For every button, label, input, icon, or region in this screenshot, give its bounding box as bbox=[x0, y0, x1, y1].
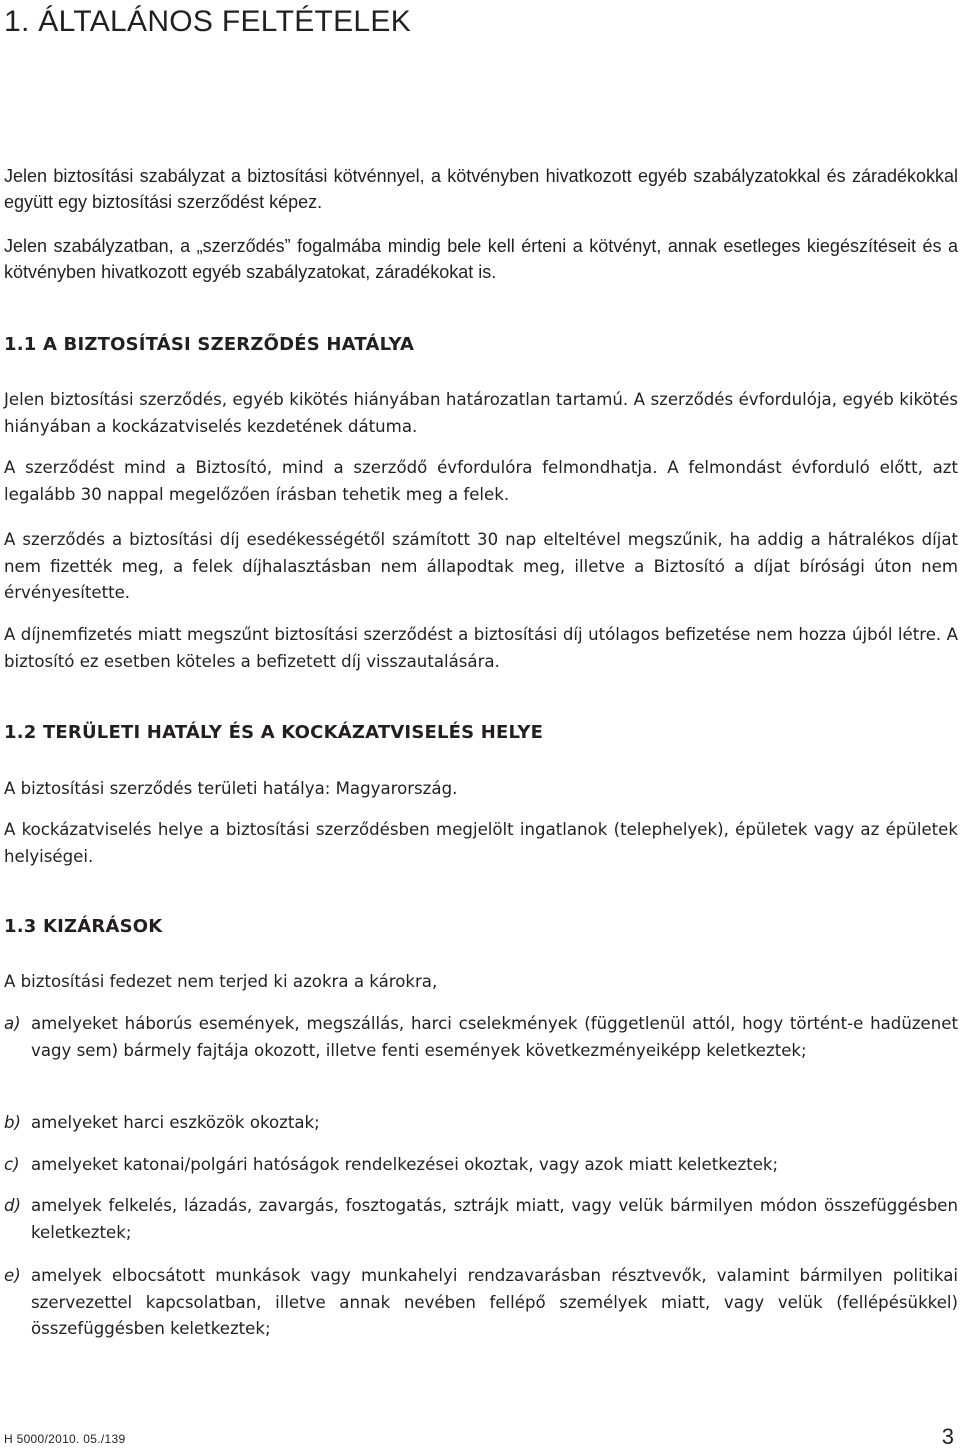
page-number: 3 bbox=[941, 1424, 954, 1449]
list-marker: c) bbox=[4, 1155, 20, 1174]
intro-paragraph: Jelen biztosítási szabályzat a biztosítási kötvénnyel, a kötvényben hivatkozott egyéb szabályzatokkal és záradékokkal együtt egy biztosítási szerződést képez. bbox=[4, 166, 958, 212]
intro-paragraph: Jelen szabályzatban, a „szerződés” fogalmába mindig bele kell érteni a kötvényt, annak esetleges kiegészítéseit és a kötvényben hivatkozott egyéb szabályzatokat, záradékokat is. bbox=[4, 236, 958, 282]
list-item-text: amelyeket háborús események, megszállás, harci cselekmények (függetlenül attól, hogy történt-e hadüzenet vagy sem) bármely fajtája okozott, illetve fenti események következményeiképp keletkeztek; bbox=[31, 1014, 958, 1060]
list-item bbox=[4, 1193, 958, 1246]
list-marker: b) bbox=[4, 1113, 22, 1132]
section-paragraph: A kockázatviselés helye a biztosítási szerződésben megjelölt ingatlanok (telephelyek), épületek vagy az épületek helyiségei. bbox=[4, 820, 958, 866]
list-item-text: amelyeket harci eszközök okoztak; bbox=[31, 1113, 320, 1132]
section-heading: 1.2 TERÜLETI HATÁLY ÉS A KOCKÁZATVISELÉS HELYE bbox=[4, 722, 544, 743]
page-title: 1. ÁLTALÁNOS FELTÉTELEK bbox=[4, 5, 412, 38]
section-paragraph: A biztosítási fedezet nem terjed ki azokra a károkra, bbox=[4, 972, 438, 991]
list-item-text: amelyek elbocsátott munkások vagy munkahelyi rendzavarásban résztvevők, valamint bármilyen politikai szervezettel kapcsolatban, illetve annak nevében fellépő személyek miatt, vagy velük (fellépésükkel) összefüggésben keletkeztek; bbox=[31, 1266, 958, 1338]
list-item bbox=[4, 1263, 958, 1343]
list-marker: e) bbox=[4, 1266, 21, 1285]
list-item-text: amelyek felkelés, lázadás, zavargás, fosztogatás, sztrájk miatt, vagy velük bármilyen módon összefüggésben keletkeztek; bbox=[31, 1196, 958, 1242]
section-paragraph: Jelen biztosítási szerződés, egyéb kikötés hiányában határozatlan tartamú. A szerződés évfordulója, egyéb kikötés hiányában a kockázatviselés kezdetének dátuma. bbox=[4, 390, 958, 436]
section-heading: 1.1 A BIZTOSÍTÁSI SZERZŐDÉS HATÁLYA bbox=[4, 334, 415, 355]
list-marker: a) bbox=[4, 1014, 21, 1033]
list-item bbox=[4, 1011, 958, 1064]
list-marker: d) bbox=[4, 1196, 22, 1215]
list-item bbox=[4, 1110, 958, 1137]
section-paragraph: A szerződés a biztosítási díj esedékességétől számított 30 nap elteltével megszűnik, ha addig a hátralékos díjat nem fizették meg, a felek díjhalasztásban nem állapodtak meg, illetve a Biztosító a díjat bírósági úton nem érvényesítette. bbox=[4, 530, 958, 602]
section-heading: 1.3 KIZÁRÁSOK bbox=[4, 916, 163, 937]
section-paragraph: A biztosítási szerződés területi hatálya: Magyarország. bbox=[4, 779, 458, 798]
document-code: H 5000/2010. 05./139 bbox=[4, 1432, 126, 1446]
section-paragraph: A szerződést mind a Biztosító, mind a szerződő évfordulóra felmondhatja. A felmondást évforduló előtt, azt legalább 30 nappal megelőzően írásban tehetik meg a felek. bbox=[4, 458, 958, 504]
list-item-text: amelyeket katonai/polgári hatóságok rendelkezései okoztak, vagy azok miatt keletkeztek; bbox=[31, 1155, 779, 1174]
list-item bbox=[4, 1152, 958, 1179]
section-paragraph: A díjnemfizetés miatt megszűnt biztosítási szerződést a biztosítási díj utólagos befizetése nem hozza újból létre. A biztosító ez esetben köteles a befizetett díj visszautalására. bbox=[4, 625, 958, 671]
